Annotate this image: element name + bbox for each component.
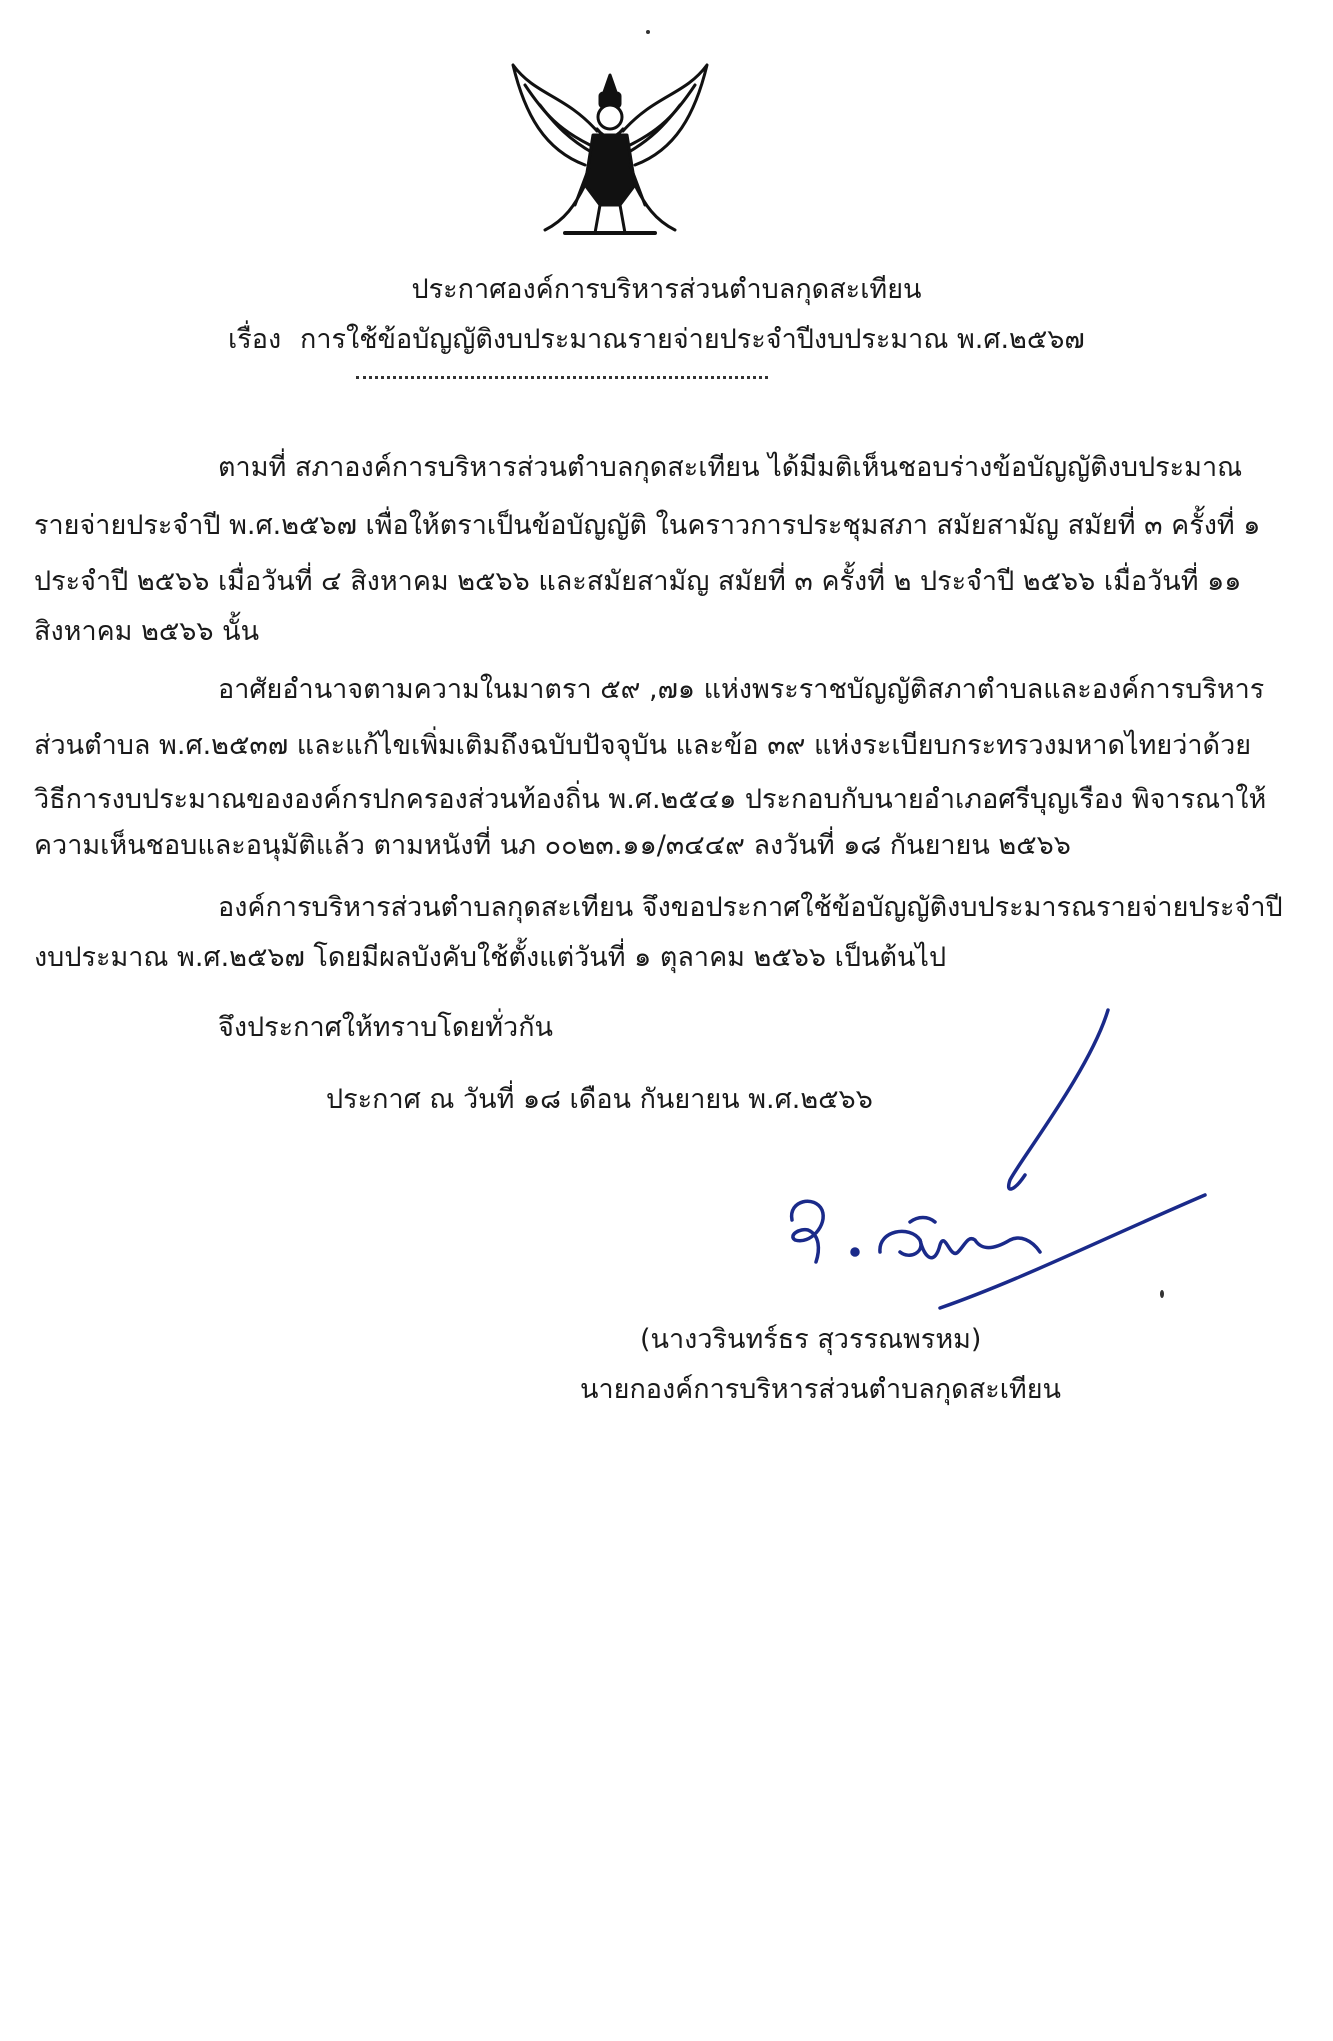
paragraph-1-line-3: ประจำปี ๒๕๖๖ เมื่อวันที่ ๔ สิงหาคม ๒๕๖๖ และสมัยสามัญ สมัยที่ ๓ ครั้งที่ ๒ ประจำปี ๒๕๖๖ เมื่อวันที่ ๑๑ xyxy=(34,566,1242,597)
ink-speck xyxy=(1160,1290,1164,1298)
paragraph-3-line-1: องค์การบริหารส่วนตำบลกุดสะเทียน จึงขอประกาศใช้ข้อบัญญัติงบประมารณรายจ่ายประจำปี xyxy=(218,892,1283,923)
paragraph-1-line-2: รายจ่ายประจำปี พ.ศ.๒๕๖๗ เพื่อให้ตราเป็นข้อบัญญัติ ในคราวการประชุมสภา สมัยสามัญ สมัยที่ ๓ ครั้งที่ ๑ xyxy=(34,510,1261,541)
signatory-name: (นางวรินทร์ธร สุวรรณพรหม) xyxy=(640,1324,982,1355)
paragraph-2-line-2: ส่วนตำบล พ.ศ.๒๕๓๗ และแก้ไขเพิ่มเติมถึงฉบับปัจจุบัน และข้อ ๓๙ แห่งระเบียบกระทรวงมหาดไทยว่าด้วย xyxy=(34,730,1252,761)
document-org-title: ประกาศองค์การบริหารส่วนตำบลกุดสะเทียน xyxy=(411,274,922,305)
paragraph-3-line-2: งบประมาณ พ.ศ.๒๕๖๗ โดยมีผลบังคับใช้ตั้งแต่วันที่ ๑ ตุลาคม ๒๕๖๖ เป็นต้นไป xyxy=(34,942,947,973)
garuda-emblem xyxy=(505,55,715,247)
handwritten-signature xyxy=(760,990,1220,1320)
separator-dotted-line xyxy=(356,376,768,379)
paragraph-1-line-1: ตามที่ สภาองค์การบริหารส่วนตำบลกุดสะเทียน ได้มีมติเห็นชอบร่างข้อบัญญัติงบประมาณ xyxy=(218,452,1243,483)
paragraph-2-line-4: ความเห็นชอบและอนุมัติแล้ว ตามหนังที่ นภ ๐๐๒๓.๑๑/๓๔๔๙ ลงวันที่ ๑๘ กันยายน ๒๕๖๖ xyxy=(34,830,1071,861)
paragraph-2-line-1: อาศัยอำนาจตามความในมาตรา ๕๙ ,๗๑ แห่งพระราชบัญญัติสภาตำบลและองค์การบริหาร xyxy=(218,674,1265,705)
ink-speck xyxy=(646,30,650,34)
subject-text: การใช้ข้อบัญญัติงบประมาณรายจ่ายประจำปีงบประมาณ พ.ศ.๒๕๖๗ xyxy=(300,324,1085,355)
announce-line: จึงประกาศให้ทราบโดยทั่วกัน xyxy=(218,1012,553,1043)
signatory-position: นายกองค์การบริหารส่วนตำบลกุดสะเทียน xyxy=(580,1374,1062,1405)
date-line: ประกาศ ณ วันที่ ๑๘ เดือน กันยายน พ.ศ.๒๕๖๖ xyxy=(326,1084,873,1115)
subject-label: เรื่อง xyxy=(228,324,282,355)
paragraph-2-line-3: วิธีการงบประมาณขององค์กรปกครองส่วนท้องถิ่น พ.ศ.๒๕๔๑ ประกอบกับนายอำเภอศรีบุญเรือง พิจารณาให้ xyxy=(34,784,1267,815)
paragraph-1-line-4: สิงหาคม ๒๕๖๖ นั้น xyxy=(34,616,260,647)
